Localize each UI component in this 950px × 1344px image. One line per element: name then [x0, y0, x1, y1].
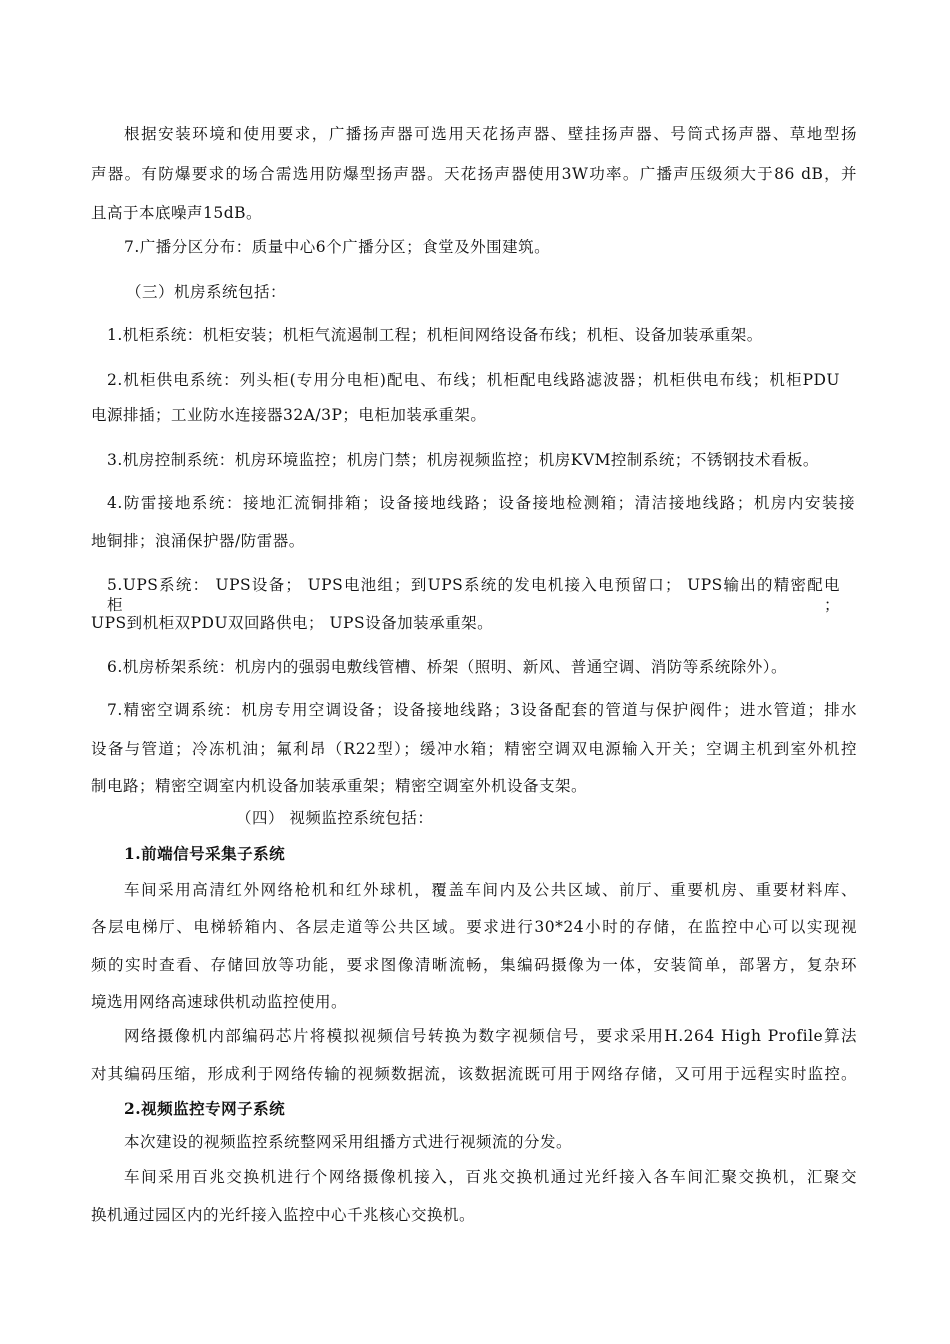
subsection-heading: 1.前端信号采集子系统 [124, 844, 286, 863]
list-item: 7.精密空调系统：机房专用空调设备；设备接地线路；3设备配套的管道与保护阀件；进水管道；排水 [107, 701, 857, 719]
paragraph-line: 车间采用百兆交换机进行个网络摄像机接入，百兆交换机通过光纤接入各车间汇聚交换机，汇聚交 [124, 1168, 857, 1186]
list-item: 4.防雷接地系统：接地汇流铜排箱；设备接地线路；设备接地检测箱；清洁接地线路；机房内安装接 [107, 494, 855, 512]
paragraph-line: 根据安装环境和使用要求，广播扬声器可选用天花扬声器、壁挂扬声器、号筒式扬声器、草地型扬 [124, 125, 857, 143]
paragraph-line: 且高于本底噪声15dB。 [91, 204, 263, 222]
paragraph-line: 对其编码压缩，形成利于网络传输的视频数据流，该数据流既可用于网络存储，又可用于远程实时监控。 [91, 1065, 857, 1083]
paragraph-line: 频的实时查看、存储回放等功能，要求图像清晰流畅，集编码摄像为一体，安装简单，部署方，复杂环 [91, 956, 857, 974]
list-item-continuation: UPS到机柜双PDU双回路供电； UPS设备加装承重架。 [91, 614, 494, 632]
section-heading: （三）机房系统包括： [126, 283, 287, 301]
paragraph-line: 换机通过园区内的光纤接入监控中心千兆核心交换机。 [91, 1206, 476, 1224]
list-item: 3.机房控制系统：机房环境监控；机房门禁；机房视频监控；机房KVM控制系统；不锈钢技术看板。 [107, 451, 819, 469]
list-item: 2.机柜供电系统：列头柜(专用分电柜)配电、布线；机柜配电线路滤波器；机柜供电布线；机柜PDU [107, 371, 840, 389]
list-item: 5.UPS系统： UPS设备； UPS电池组；到UPS系统的发电机接入电预留口； UPS输出的精密配电柜； [107, 576, 840, 614]
paragraph-line: 车间采用高清红外网络枪机和红外球机，覆盖车间内及公共区域、前厅、重要机房、重要材料库、 [124, 881, 857, 899]
list-item: 6.机房桥架系统：机房内的强弱电敷线管槽、桥架（照明、新风、普通空调、消防等系统除外）。 [107, 658, 788, 676]
list-item-continuation: 电源排插；工业防水连接器32A/3P；电柜加装承重架。 [91, 406, 487, 424]
paragraph-line: 境选用网络高速球供机动监控使用。 [91, 993, 348, 1011]
list-item-continuation: 制电路；精密空调室内机设备加装承重架；精密空调室外机设备支架。 [91, 777, 588, 795]
list-item-continuation: 设备与管道；冷冻机油；氟利昂（R22型）；缓冲水箱；精密空调双电源输入开关；空调主机到室外机控 [91, 740, 857, 758]
section-heading: （四） 视频监控系统包括： [236, 809, 434, 827]
subsection-heading: 2.视频监控专网子系统 [124, 1099, 286, 1118]
paragraph-line: 各层电梯厅、电梯轿箱内、各层走道等公共区域。要求进行30*24小时的存储，在监控中心可以实现视 [91, 918, 857, 936]
paragraph-line: 声器。有防爆要求的场合需选用防爆型扬声器。天花扬声器使用3W功率。广播声压级须大于86 dB，并 [91, 165, 857, 183]
paragraph-line: 网络摄像机内部编码芯片将模拟视频信号转换为数字视频信号，要求采用H.264 High Profile算法 [124, 1027, 857, 1045]
list-item: 7.广播分区分布：质量中心6个广播分区；食堂及外围建筑。 [124, 238, 551, 256]
list-item: 1.机柜系统：机柜安装；机柜气流遏制工程；机柜间网络设备布线；机柜、设备加装承重架。 [107, 326, 763, 344]
paragraph-line: 本次建设的视频监控系统整网采用组播方式进行视频流的分发。 [124, 1133, 573, 1151]
list-item-continuation: 地铜排；浪涌保护器/防雷器。 [91, 532, 305, 550]
